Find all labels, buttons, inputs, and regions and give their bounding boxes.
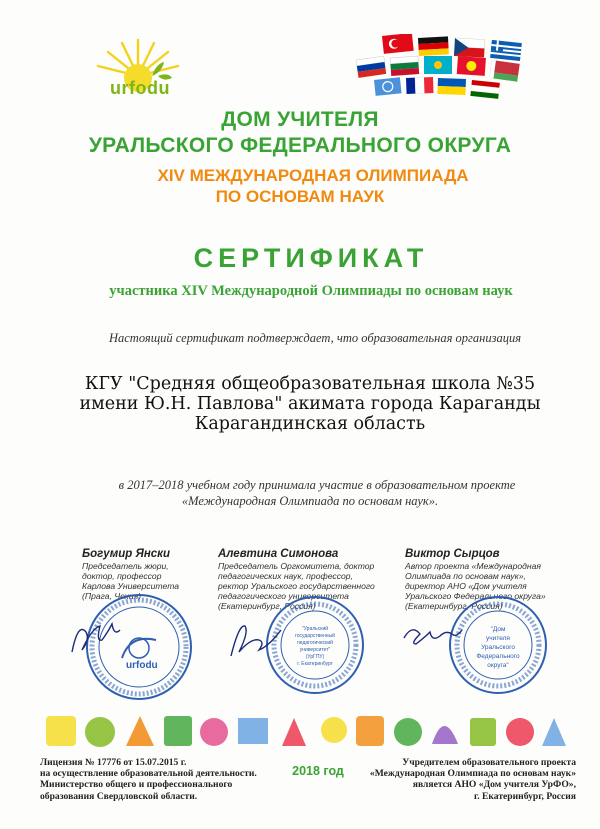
signature-syrtsov-icon	[398, 618, 468, 653]
svg-text:urfodu: urfodu	[126, 660, 158, 671]
school-name-line-2: имени Ю.Н. Павлова" акимата города Караганды	[79, 394, 541, 414]
certificate-heading: СЕРТИФИКАТ	[193, 243, 429, 273]
participant-line: участника XIV Международной Олимпиады по основам наук	[109, 283, 513, 299]
stamp-text: (УрГПУ)	[305, 654, 325, 660]
signature-simonova-icon	[225, 618, 295, 663]
subtitle-line-1: XIV МЕЖДУНАРОДНАЯ ОЛИМПИАДА	[157, 166, 469, 185]
confirm-line: Настоящий сертификат подтверждает, что образовательная организация	[108, 331, 522, 345]
signatory-name: Виктор Сырцов	[405, 548, 500, 560]
signatory-role: Председатель жюри, доктор, профессор Карлова Университета (Прага, Чехия)	[82, 561, 180, 601]
stamp-text: г. Екатеринбург	[297, 661, 333, 667]
stamp-text: государственный	[295, 633, 335, 639]
signatory-name: Богумир Янски	[82, 548, 171, 560]
flags-icon	[352, 34, 552, 100]
stamp-text: округа"	[487, 662, 509, 669]
signatory-role: Председатель Оргкомитета, доктор педагогических наук, профессор, ректор Уральского государственного педагогического университета (Екатеринбург, Россия)	[218, 561, 375, 611]
signatory-name: Алевтина Симонова	[218, 548, 339, 560]
school-region: Карагандинская область	[194, 414, 426, 434]
stamp-text: "Дом	[490, 626, 506, 633]
stamp-text: Федерального	[476, 653, 520, 660]
certificate-year: 2018 год	[292, 764, 344, 778]
signatory-role: Автор проекта «Международная Олимпиада по основам наук», директор АНО «Дом учителя Уральского Федерального округа» (Екатеринбург, Россия)	[405, 561, 546, 611]
participation-line-1: в 2017–2018 учебном году принимала участие в образовательном проекте	[118, 478, 516, 492]
founder-info: Учредителем образовательного проекта «Международная Олимпиада по основам наук» является АНО «Дом учителя УрФО», г. Екатеринбург, Россия	[369, 757, 576, 802]
stamp-text: "Уральский	[301, 626, 329, 632]
school-name-line-1: КГУ "Средняя общеобразовательная школа №35	[84, 374, 536, 394]
subtitle-line-2: ПО ОСНОВАМ НАУК	[215, 187, 385, 206]
stamp-text: учителя	[486, 635, 510, 642]
license-info: Лицензия № 17776 от 15.07.2015 г. на осуществление образовательной деятельности. Министерство общего и профессионального образования Свердловской области.	[40, 757, 257, 802]
subject-icons-band	[42, 708, 572, 756]
participation-line-2: «Международная Олимпиада по основам наук».	[181, 494, 439, 508]
stamp-text: педагогический	[297, 640, 333, 646]
title-line-2: УРАЛЬСКОГО ФЕДЕРАЛЬНОГО ОКРУГА	[88, 134, 512, 157]
signature-janski-icon	[64, 612, 134, 662]
logo-text: urfodu	[110, 78, 170, 98]
stamp-text: университет"	[299, 647, 331, 653]
stamp-text: Уральского	[481, 644, 515, 651]
title-line-1: ДОМ УЧИТЕЛЯ	[221, 108, 379, 131]
decorative-subject-icon	[46, 716, 566, 747]
